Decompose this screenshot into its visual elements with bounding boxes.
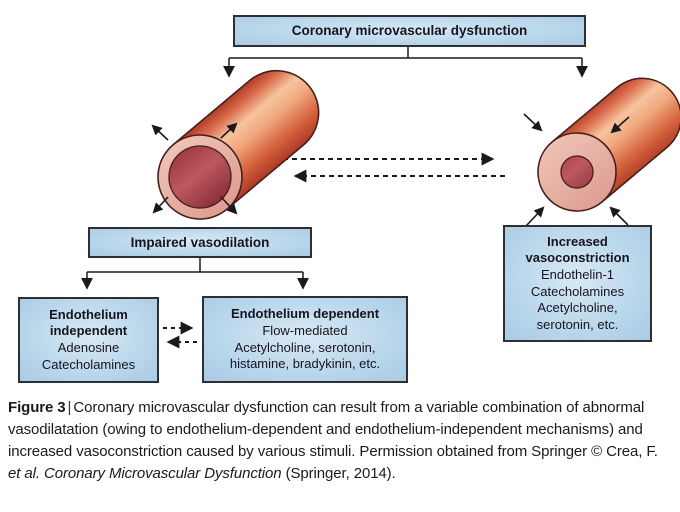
dilated-vessel xyxy=(141,54,336,237)
caption-book-title: Coronary Microvascular Dysfunction xyxy=(44,465,282,482)
box-increased-vasoconstriction xyxy=(503,225,652,342)
lower-dashed-arrows xyxy=(163,328,197,342)
impaired-connector xyxy=(87,258,303,288)
box-line: Catecholamines xyxy=(41,356,136,372)
vessel-dashed-arrows xyxy=(283,159,505,176)
box-label: Impaired vasodilation xyxy=(130,234,270,250)
inward-arrow-from-down-left xyxy=(526,208,543,226)
outward-arrow-up-left xyxy=(153,126,168,140)
outward-arrow-down-left xyxy=(154,197,168,212)
figure-caption xyxy=(8,397,674,485)
caption-separator: | xyxy=(67,399,72,416)
box-line: Acetylcholine, serotonin, xyxy=(234,339,376,355)
box-line: Catecholamines xyxy=(530,283,625,299)
inward-arrow-from-up-left xyxy=(524,114,541,130)
inward-arrow-from-down-right xyxy=(611,208,628,225)
box-impaired-vasodilation xyxy=(88,227,312,258)
box-line: histamine, bradykinin, etc. xyxy=(229,356,381,372)
caption-text: Coronary microvascular dysfunction can result from a variable combination of abnormal vasodilatation (owing to endothelium-dependent and endothelium-independent mechanisms) and increased vasoconstriction caused by various stimuli. Permission obtained from Springer © Crea, F. xyxy=(8,399,658,460)
box-label: Coronary microvascular dysfunction xyxy=(291,23,528,39)
box-coronary-microvascular-dysfunction xyxy=(233,15,586,47)
box-title: Endothelium independent xyxy=(49,306,128,339)
box-endothelium-independent xyxy=(18,297,159,383)
constricted-vessel xyxy=(522,62,680,227)
caption-et-al: et al. xyxy=(8,465,40,482)
caption-text: (Springer, 2014). xyxy=(285,465,396,482)
box-line: Endothelin-1 xyxy=(541,266,614,282)
box-line: Adenosine xyxy=(57,340,120,355)
figure-label: Figure 3 xyxy=(8,399,66,416)
box-endothelium-dependent xyxy=(202,296,408,383)
box-line: Acetylcholine, xyxy=(537,300,618,316)
box-title: Endothelium dependent xyxy=(230,306,380,322)
box-line: Flow-mediated xyxy=(262,322,348,338)
box-line: serotonin, etc. xyxy=(536,316,619,332)
box-title: Increased vasoconstriction xyxy=(525,233,630,266)
